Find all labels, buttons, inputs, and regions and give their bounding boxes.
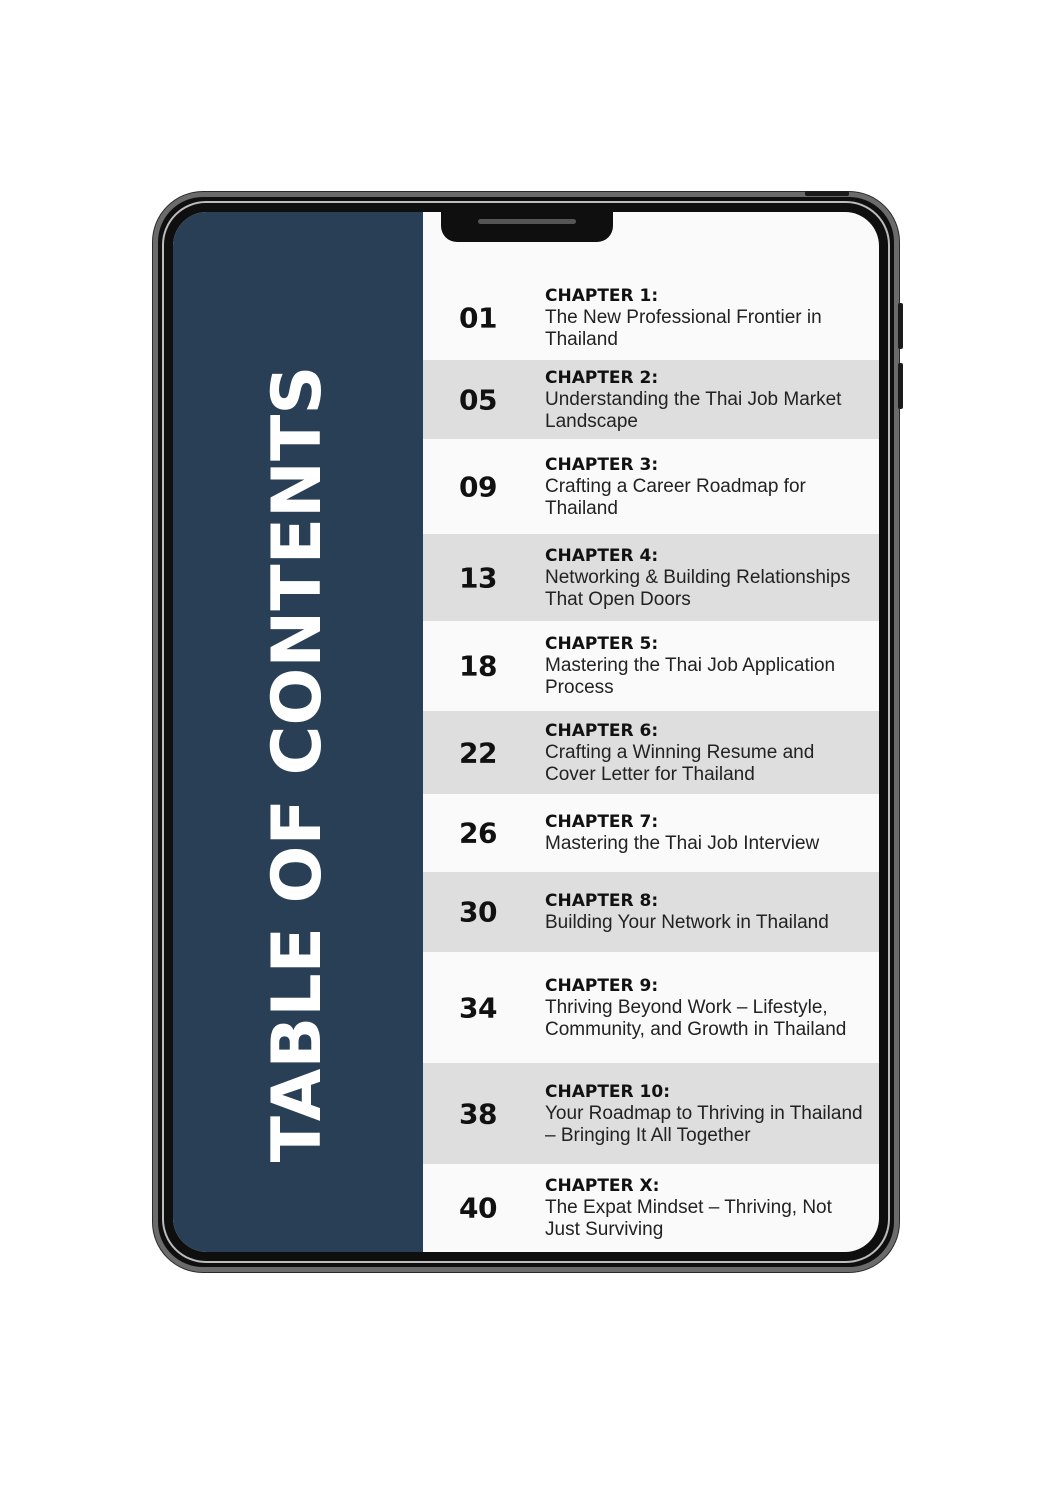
toc-chapter-title: Your Roadmap to Thriving in Thailand – Bringing It All Together: [545, 1102, 863, 1146]
toc-page-number: 38: [459, 1097, 497, 1130]
toc-chapter-title: The New Professional Frontier in Thailand: [545, 307, 822, 350]
toc-page-number: 13: [459, 561, 497, 594]
toc-entry-text: [545, 975, 865, 1041]
toc-page-number: 22: [459, 736, 497, 769]
toc-chapter-title: Mastering the Thai Job Application Process: [545, 655, 836, 698]
speaker-grille: [478, 219, 576, 224]
toc-chapter-label: CHAPTER 10:: [545, 1081, 670, 1102]
toc-row[interactable]: [423, 360, 879, 439]
toc-list: [423, 212, 879, 1252]
toc-row[interactable]: [423, 534, 879, 621]
toc-entry-text: [545, 367, 865, 433]
toc-chapter-label: CHAPTER 6:: [545, 720, 659, 741]
toc-entry-text: [545, 454, 865, 520]
toc-row[interactable]: [423, 439, 879, 534]
toc-chapter-title: Crafting a Career Roadmap for Thailand: [545, 475, 806, 519]
toc-row[interactable]: [423, 621, 879, 711]
toc-entry-text: [545, 811, 865, 855]
toc-page-number: 34: [459, 991, 497, 1024]
toc-chapter-label: CHAPTER 4:: [545, 545, 659, 566]
toc-chapter-title: Building Your Network in Thailand: [545, 912, 829, 933]
tablet-frame: [153, 192, 899, 1272]
tablet-screen: [173, 212, 879, 1252]
toc-page-number: 18: [459, 649, 497, 683]
toc-row[interactable]: [423, 711, 879, 794]
toc-chapter-label: CHAPTER 2:: [545, 367, 659, 388]
power-button: [805, 191, 849, 196]
page-title: TABLE OF CONTENTS: [258, 365, 337, 1163]
toc-page-number: 40: [459, 1191, 497, 1225]
toc-entry-text: [545, 890, 865, 934]
toc-chapter-label: CHAPTER 5:: [545, 634, 659, 654]
toc-chapter-label: CHAPTER 1:: [545, 286, 659, 306]
toc-page-number: 09: [459, 470, 497, 503]
toc-chapter-label: CHAPTER 9:: [545, 975, 659, 996]
toc-entry-text: [545, 545, 865, 611]
toc-chapter-label: CHAPTER 3:: [545, 454, 659, 475]
toc-entry-text: [545, 720, 865, 786]
toc-entry-text: [545, 633, 865, 699]
toc-page-number: 30: [459, 895, 497, 929]
camera-notch: [441, 212, 613, 242]
toc-chapter-label: CHAPTER 8:: [545, 891, 659, 911]
toc-entry-text: [545, 1175, 865, 1241]
toc-row[interactable]: [423, 872, 879, 952]
toc-row[interactable]: [423, 276, 879, 360]
toc-entry-text: [545, 285, 865, 351]
toc-row[interactable]: [423, 1164, 879, 1252]
volume-down-button: [898, 363, 903, 409]
toc-page-number: 01: [459, 301, 497, 335]
toc-row[interactable]: [423, 1063, 879, 1164]
toc-entry-text: [545, 1081, 865, 1147]
toc-chapter-title: Understanding the Thai Job Market Landscape: [545, 388, 842, 432]
toc-chapter-title: Mastering the Thai Job Interview: [545, 833, 820, 854]
toc-chapter-label: CHAPTER X:: [545, 1176, 660, 1196]
toc-chapter-title: Thriving Beyond Work – Lifestyle, Community, and Growth in Thailand: [545, 996, 847, 1040]
toc-page-number: 26: [459, 816, 497, 850]
sidebar-panel: [173, 212, 423, 1252]
toc-row[interactable]: [423, 952, 879, 1063]
toc-page-number: 05: [459, 383, 497, 416]
volume-up-button: [898, 303, 903, 349]
toc-chapter-title: Crafting a Winning Resume and Cover Letter for Thailand: [545, 741, 815, 785]
toc-chapter-label: CHAPTER 7:: [545, 812, 659, 832]
toc-chapter-title: Networking & Building Relationships That Open Doors: [545, 566, 851, 610]
toc-chapter-title: The Expat Mindset – Thriving, Not Just Surviving: [545, 1197, 832, 1240]
toc-row[interactable]: [423, 794, 879, 872]
